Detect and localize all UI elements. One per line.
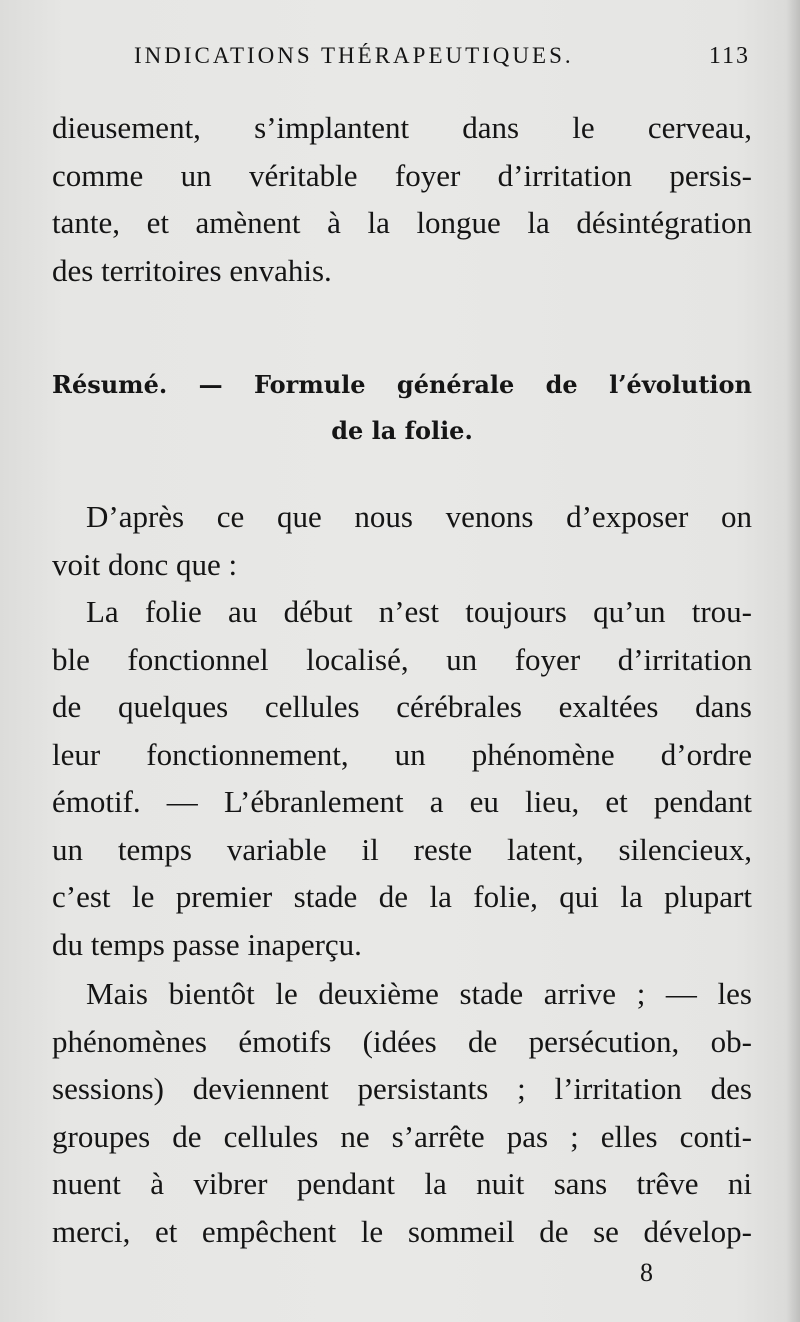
running-title: INDICATIONS THÉRAPEUTIQUES. [134, 43, 574, 68]
running-head [52, 38, 752, 74]
text-line: des territoires envahis. [52, 252, 332, 288]
text-line: tante, et amènent à la longue la désintégration [52, 205, 752, 240]
text-line: La folie au début n’est toujours qu’un trou- [86, 594, 752, 629]
text-line: voit donc que : [52, 546, 238, 582]
text-line: leur fonctionnement, un phénomène d’ordre [52, 736, 752, 772]
text-line: du temps passe inaperçu. [52, 926, 362, 962]
section-heading-line-1: Résumé. — Formule générale de l’évolution [52, 370, 752, 399]
signature-mark: 8 [640, 1258, 653, 1287]
text-line: ble fonctionnel localisé, un foyer d’irritation [52, 641, 752, 677]
paragraph-top [52, 104, 752, 294]
paragraph-second-stage [52, 970, 752, 1255]
text-line: comme un véritable foyer d’irritation persis- [52, 157, 752, 193]
text-line: émotif. — L’ébranlement a eu lieu, et pendant [52, 784, 752, 819]
text-line: phénomènes émotifs (idées de persécution, ob- [52, 1023, 752, 1059]
section-heading [52, 362, 752, 454]
text-line: nuent à vibrer pendant la nuit sans trêve ni [52, 1166, 752, 1201]
text-line: merci, et empêchent le sommeil de se dévelop- [52, 1213, 752, 1249]
text-line: c’est le premier stade de la folie, qui la plupart [52, 879, 752, 914]
page-number: 113 [708, 43, 750, 69]
page-edge-shadow [786, 0, 800, 1322]
text-line: groupes de cellules ne s’arrête pas ; elles conti- [52, 1118, 752, 1154]
text-line: D’après ce que nous venons d’exposer on [86, 499, 752, 534]
text-line: dieusement, s’implantent dans le cerveau, [52, 110, 752, 145]
text-line: de quelques cellules cérébrales exaltées dans [52, 689, 752, 724]
paragraph-first-stage [52, 588, 752, 968]
paragraph-intro [52, 493, 752, 588]
text-line: un temps variable il reste latent, silencieux, [52, 831, 752, 867]
section-heading-line-2: de la folie. [331, 416, 473, 445]
text-line: sessions) deviennent persistants ; l’irritation des [52, 1071, 752, 1106]
text-line: Mais bientôt le deuxième stade arrive ; — les [86, 976, 752, 1011]
